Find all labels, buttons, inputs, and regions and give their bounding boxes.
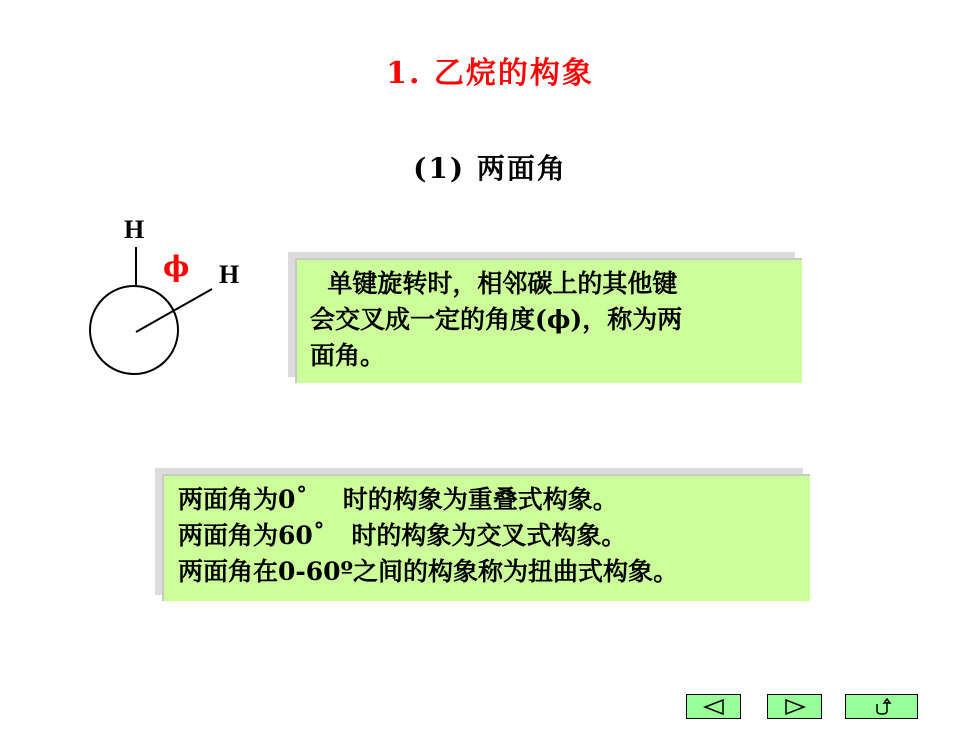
u-turn-arrow-icon (872, 698, 892, 716)
definition-line: 会交叉成一定的角度(ϕ)，称为两 (310, 305, 683, 334)
conformation-line: 两面角为60˚ 时的构象为交叉式构象。 (178, 521, 627, 550)
slide-title: 1. 乙烷的构象 (386, 56, 594, 91)
back-ch-bond (136, 289, 212, 332)
definition-line: 单键旋转时，相邻碳上的其他键 (310, 269, 678, 298)
next-slide-button[interactable] (767, 694, 822, 719)
carbon-circle (90, 286, 178, 374)
conformation-line: 两面角为0˚ 时的构象为重叠式构象。 (178, 485, 618, 514)
prev-slide-button[interactable] (686, 694, 741, 719)
definition-box (295, 258, 802, 383)
conformation-line: 两面角在0-60º之间的构象称为扭曲式构象。 (178, 557, 679, 586)
back-h-label: H (219, 260, 240, 289)
conformation-box (162, 474, 810, 601)
triangle-left-icon (703, 699, 725, 715)
slide-subtitle: (1) 两面角 (413, 152, 567, 185)
definition-line: 面角。 (310, 341, 386, 370)
front-h-label: H (124, 215, 145, 244)
return-button[interactable] (845, 694, 918, 719)
dihedral-angle-symbol: ϕ (163, 250, 190, 283)
triangle-right-icon (784, 699, 806, 715)
